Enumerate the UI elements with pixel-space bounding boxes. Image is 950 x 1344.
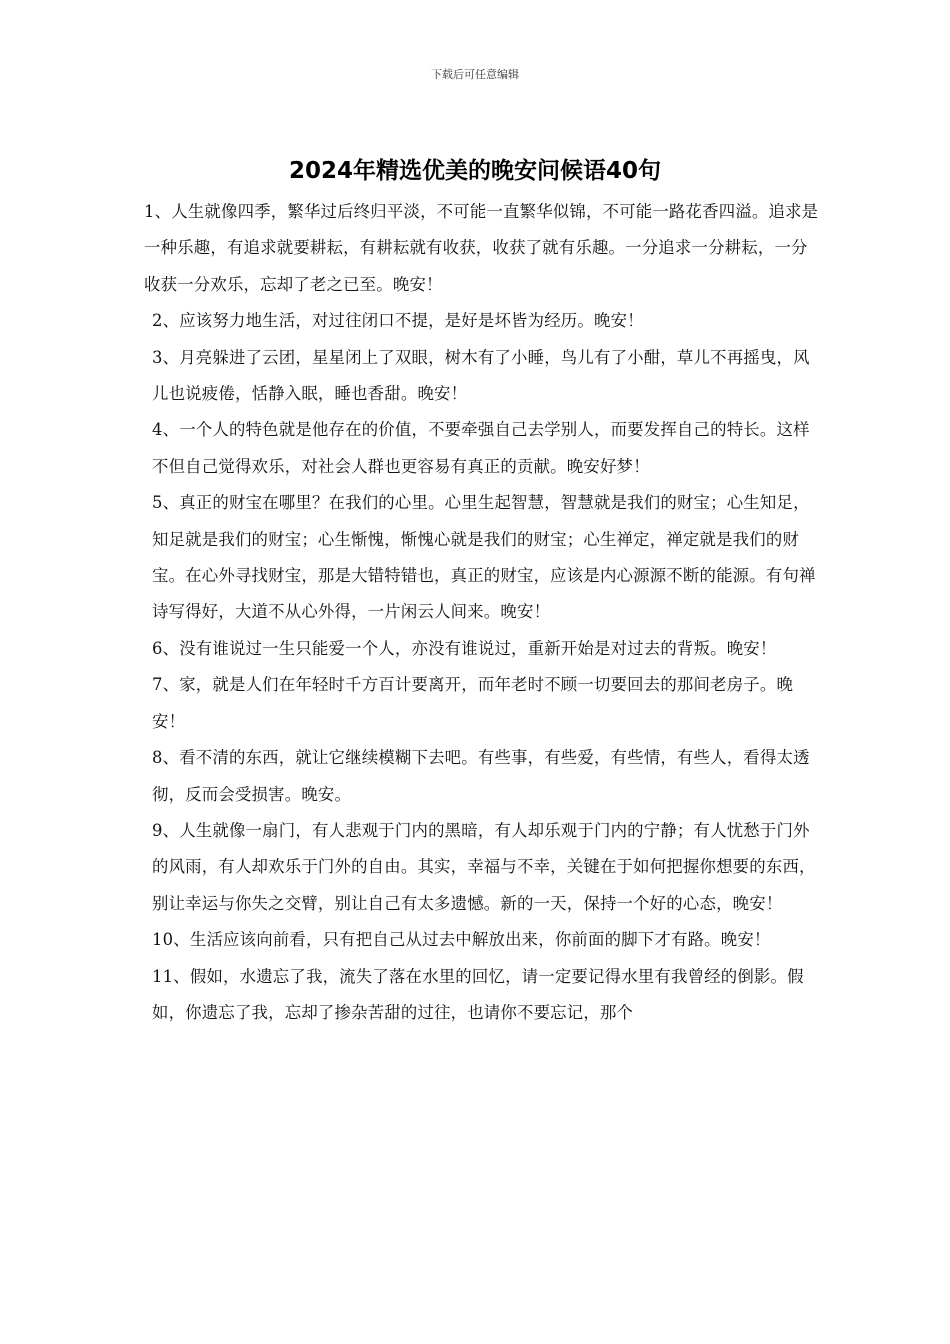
paragraph-7: 7、家，就是人们在年轻时千方百计要离开，而年老时不顾一切要回去的那间老房子。晚安！ — [152, 675, 794, 731]
paragraph-2: 2、应该努力地生活，对过往闭口不提，是好是坏皆为经历。晚安！ — [152, 311, 644, 331]
header-note: 下载后可任意编辑 — [431, 68, 519, 81]
paragraph-9: 9、人生就像一扇门，有人悲观于门内的黑暗，有人却乐观于门内的宁静；有人忧愁于门外的风雨，有人却欢乐于门外的自由。其实，幸福与不幸，关键在于如何把握你想要的东西，别让幸运与你失之交臂，别让自己有太多遗憾。新的一天，保持一个好的心态，晚安！ — [152, 820, 816, 913]
paragraph-1: 1、人生就像四季，繁华过后终归平淡，不可能一直繁华似锦，不可能一路花香四溢。追求是一种乐趣，有追求就要耕耘，有耕耘就有收获，收获了就有乐趣。一分追求一分耕耘，一分收获一分欢乐，忘却了老之已至。晚安！ — [144, 202, 819, 294]
paragraph-3: 3、月亮躲进了云团，星星闭上了双眼，树木有了小睡，鸟儿有了小酣，草儿不再摇曳，风儿也说疲倦，恬静入眠，睡也香甜。晚安！ — [152, 347, 810, 404]
paragraph-4: 4、一个人的特色就是他存在的价值，不要牵强自己去学别人，而要发挥自己的特长。这样不但自己觉得欢乐，对社会人群也更容易有真正的贡献。晚安好梦！ — [152, 420, 810, 476]
paragraph-5: 5、真正的财宝在哪里？在我们的心里。心里生起智慧，智慧就是我们的财宝；心生知足，知足就是我们的财宝；心生惭愧，惭愧心就是我们的财宝；心生禅定，禅定就是我们的财宝。在心外寻找财宝，那是大错特错也，真正的财宝，应该是内心源源不断的能源。有句禅诗写得好，大道不从心外得，一片闲云人间来。晚安！ — [152, 493, 816, 622]
paragraph-10: 10、生活应该向前看，只有把自己从过去中解放出来，你前面的脚下才有路。晚安！ — [152, 930, 771, 950]
paragraph-11: 11、假如，水遗忘了我，流失了落在水里的回忆，请一定要记得水里有我曾经的倒影。假如，你遗忘了我，忘却了掺杂苦甜的过往，也请你不要忘记，那个 — [152, 966, 804, 1022]
paragraph-8: 8、看不清的东西，就让它继续模糊下去吧。有些事，有些爱，有些情，有些人，看得太透彻，反而会受损害。晚安。 — [152, 748, 810, 804]
document-title: 2024年精选优美的晚安问候语40句 — [288, 158, 662, 184]
document-body — [144, 194, 824, 1031]
paragraph-6: 6、没有谁说过一生只能爱一个人，亦没有谁说过，重新开始是对过去的背叛。晚安！ — [152, 638, 777, 658]
